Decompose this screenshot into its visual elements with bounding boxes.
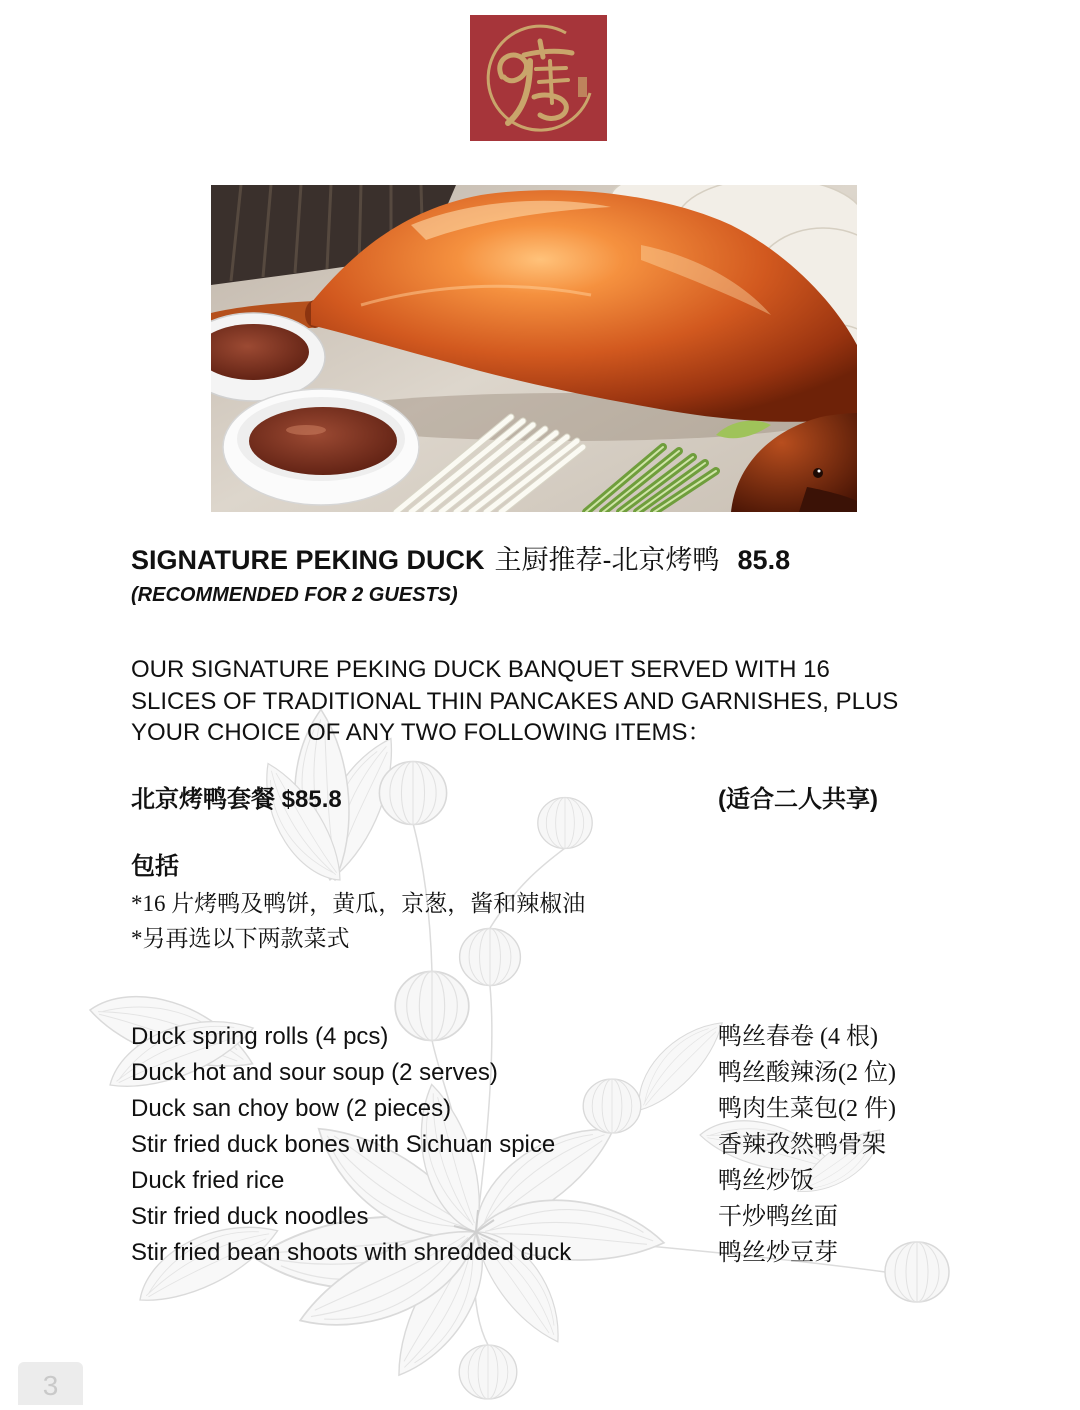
choice-english: Duck spring rolls (4 pcs)	[131, 1023, 389, 1050]
choice-english: Stir fried bean shoots with shredded duck	[131, 1239, 572, 1266]
includes-item: *另再选以下两款菜式	[131, 926, 350, 951]
list-item	[131, 1235, 951, 1271]
choice-chinese: 香辣孜然鸭骨架	[718, 1132, 886, 1158]
dish-recommendation: (RECOMMENDED FOR 2 GUESTS)	[131, 584, 458, 606]
choice-english: Duck fried rice	[131, 1167, 285, 1194]
choice-list	[131, 1019, 951, 1271]
choice-chinese: 鸭丝酸辣汤(2 位)	[718, 1060, 896, 1086]
list-item	[131, 1091, 951, 1127]
choice-chinese: 鸭肉生菜包(2 件)	[718, 1096, 896, 1122]
choice-english: Duck san choy bow (2 pieces)	[131, 1095, 452, 1122]
includes-list	[131, 886, 585, 956]
calligraphy-logo-icon	[470, 15, 607, 141]
dish-title-chinese: 主厨推荐-北京烤鸭	[494, 545, 720, 575]
dish-price: 85.8	[737, 545, 791, 575]
list-item	[131, 1163, 951, 1199]
choice-chinese: 鸭丝春卷 (4 根)	[718, 1024, 878, 1050]
choice-english: Stir fried duck noodles	[131, 1203, 369, 1230]
description-line: OUR SIGNATURE PEKING DUCK BANQUET SERVED WITH 16	[131, 656, 830, 683]
choice-chinese: 干炒鸭丝面	[718, 1204, 838, 1230]
list-item	[131, 1199, 951, 1235]
choice-english: Stir fried duck bones with Sichuan spice	[131, 1131, 556, 1158]
set-meal-serves: (适合二人共享)	[718, 786, 878, 813]
page-number: 3	[18, 1362, 83, 1405]
description-line: YOUR CHOICE OF ANY TWO FOLLOWING ITEMS：	[131, 719, 712, 746]
choice-chinese: 鸭丝炒饭	[718, 1168, 814, 1194]
dish-description	[131, 654, 898, 749]
peking-duck-image	[211, 185, 857, 512]
dish-title	[131, 543, 790, 577]
list-item	[131, 1019, 951, 1055]
set-meal-name-price: 北京烤鸭套餐 $85.8	[131, 786, 342, 813]
choice-chinese: 鸭丝炒豆芽	[718, 1240, 838, 1266]
list-item	[131, 1055, 951, 1091]
includes-heading: 包括	[131, 853, 179, 880]
description-line: SLICES OF TRADITIONAL THIN PANCAKES AND GARNISHES, PLUS	[131, 687, 899, 715]
dish-title-english: SIGNATURE PEKING DUCK	[131, 545, 485, 575]
includes-item: *16 片烤鸭及鸭饼，黄瓜，京葱，酱和辣椒油	[131, 891, 586, 916]
list-item	[131, 1127, 951, 1163]
choice-english: Duck hot and sour soup (2 serves)	[131, 1059, 498, 1086]
